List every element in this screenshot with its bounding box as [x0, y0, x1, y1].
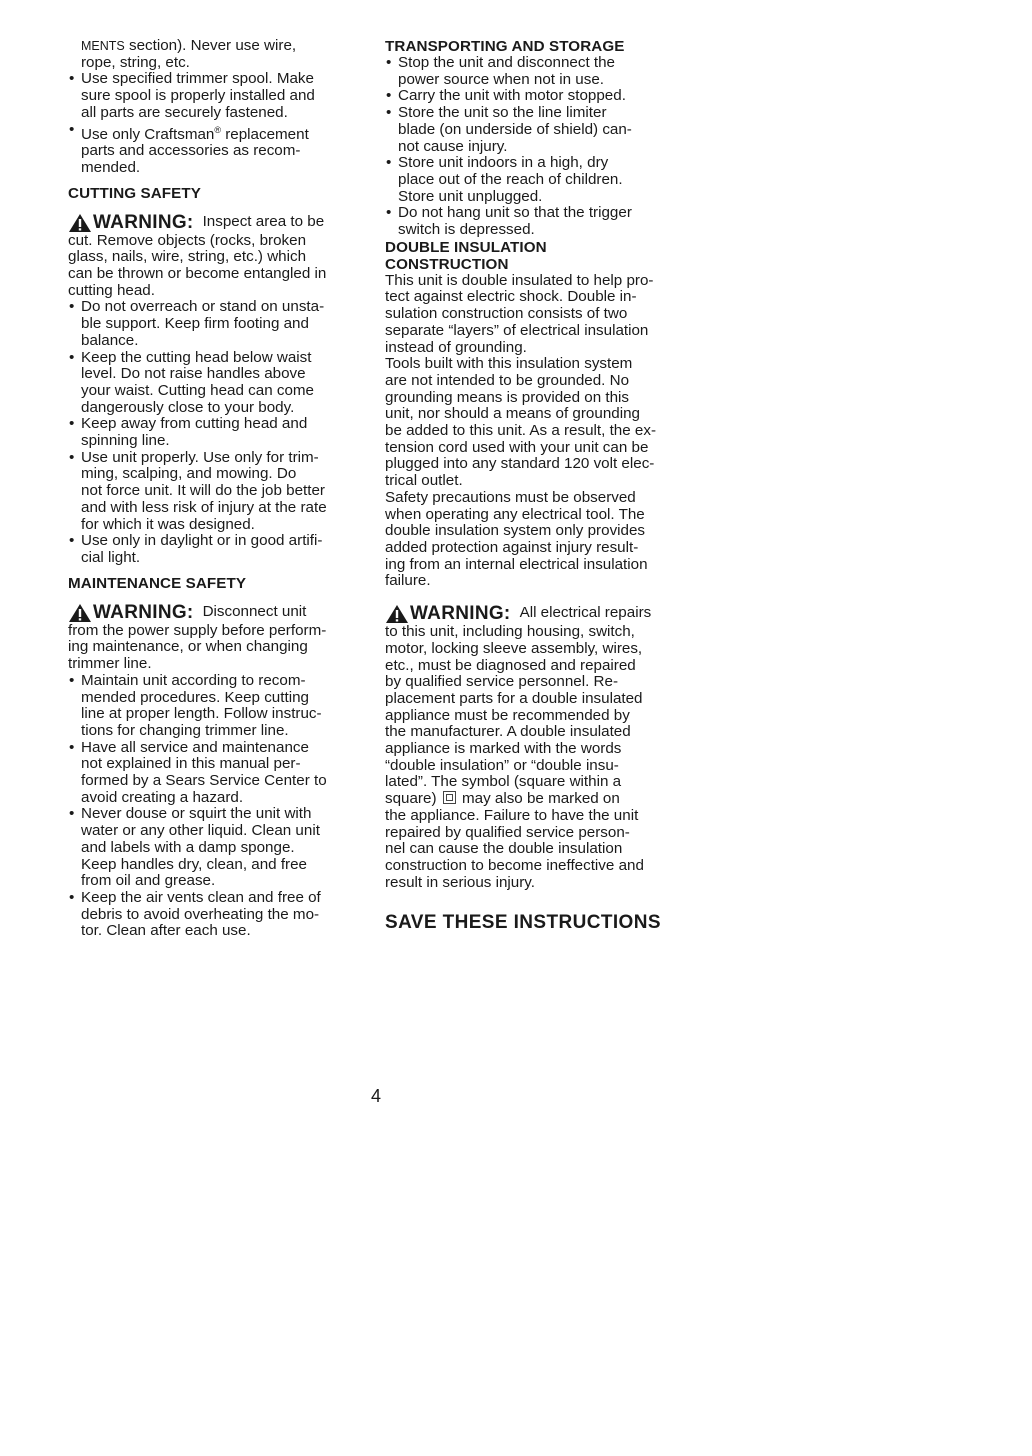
- text-line: by qualified service personnel. Re-: [385, 673, 618, 691]
- text-line: This unit is double insulated to help pro-: [385, 271, 654, 289]
- text-line: dangerously close to your body.: [81, 398, 295, 416]
- text-line: tect against electric shock. Double in-: [385, 288, 637, 306]
- text-line: to this unit, including housing, switch,: [385, 623, 635, 641]
- text-line: failure.: [385, 572, 431, 590]
- text-line: placement parts for a double insulated: [385, 689, 643, 707]
- text-line: • Maintain unit according to recom-: [68, 673, 354, 690]
- text-line: result in serious injury.: [385, 873, 535, 891]
- warning-triangle-icon: [385, 604, 409, 624]
- text-line: motor, locking sleeve assembly, wires,: [385, 639, 643, 657]
- list-item: [385, 205, 675, 238]
- list-item: [68, 533, 354, 566]
- text-line: • Use unit properly. Use only for trim-: [68, 450, 354, 467]
- cutting-warning: WARNING: Inspect area to be cut. Remove objects (rocks, broken glass, nails, wire, string, etc.) which can be thrown or become entangled in cutting head.: [68, 211, 354, 300]
- text-line: switch is depressed.: [398, 221, 535, 239]
- text-line: sure spool is properly installed and: [81, 87, 315, 105]
- text-line: level. Do not raise handles above: [81, 365, 306, 383]
- text-line: cutting head.: [68, 281, 155, 299]
- text-line: appliance must be recommended by: [385, 706, 630, 724]
- list-item: [68, 740, 354, 807]
- text-line: Safety precautions must be observed: [385, 488, 636, 506]
- text-line: power source when not in use.: [398, 70, 604, 88]
- maintenance-safety-heading: MAINTENANCE SAFETY: [68, 574, 247, 592]
- text-line: from the power supply before perform-: [68, 621, 327, 639]
- text-line: can be thrown or become entangled in: [68, 265, 327, 283]
- text-line: double insulation system only provides: [385, 522, 646, 540]
- text-line: from oil and grease.: [81, 872, 216, 890]
- text-line: tions for changing trimmer line.: [81, 721, 289, 739]
- list-item: [68, 890, 354, 940]
- text-line: Store unit unplugged.: [398, 187, 543, 205]
- text-line: Keep handles dry, clean, and free: [81, 855, 307, 873]
- text-line: all parts are securely fastened.: [81, 103, 288, 121]
- text-line: cial light.: [81, 548, 141, 566]
- text-line: glass, nails, wire, string, etc.) which: [68, 248, 307, 266]
- text-line: when operating any electrical tool. The: [385, 505, 645, 523]
- warning-triangle-icon: [68, 603, 92, 623]
- text-line: square) may also be marked on: [385, 790, 620, 808]
- warning-label: WARNING:: [93, 211, 194, 233]
- text-line: not explained in this manual per-: [81, 755, 301, 773]
- text-line: lated”. The symbol (square within a: [385, 773, 622, 791]
- double-insulation-heading: DOUBLE INSULATION: [385, 238, 547, 256]
- text-line: mended.: [81, 158, 141, 176]
- text-line: avoid creating a hazard.: [81, 788, 244, 806]
- list-item: [68, 122, 354, 177]
- transport-bullet-list: [385, 55, 675, 239]
- text-line: trimmer line.: [68, 655, 152, 673]
- text-line: • Never douse or squirt the unit with: [68, 806, 354, 823]
- save-instructions-heading: SAVE THESE INSTRUCTIONS: [385, 912, 661, 934]
- list-item: [385, 105, 675, 155]
- right-column: [385, 38, 675, 934]
- text-line: • Have all service and maintenance: [68, 740, 354, 757]
- text-line: appliance is marked with the words: [385, 740, 622, 758]
- paragraph: [385, 273, 675, 357]
- text-line: not force unit. It will do the job better: [81, 482, 325, 500]
- text-line: • Keep the air vents clean and free of: [68, 890, 354, 907]
- text-line: the appliance. Failure to have the unit: [385, 806, 639, 824]
- text-line: and labels with a damp sponge.: [81, 838, 295, 856]
- text-line: added protection against injury result-: [385, 538, 639, 556]
- list-item: [385, 88, 675, 105]
- text-line: • Carry the unit with motor stopped.: [385, 88, 675, 105]
- page-number: 4: [371, 1086, 382, 1106]
- text-line: sulation construction consists of two: [385, 305, 628, 323]
- text-line: etc., must be diagnosed and repaired: [385, 656, 636, 674]
- text-line: • Do not overreach or stand on unsta-: [68, 299, 354, 316]
- electrical-warning: WARNING: All electrical repairs to this unit, including housing, switch, motor, locking sleeve assembly, wires, etc., must be diagnosed and repaired by qualified service personnel. Re- placement parts for a double insulated appliance must be recommended by the manufacturer. A double insulated appliance is marked with the words “double insulation” or “double insu- lated”. The symbol (square within a square) may also be marked on the appliance. Failure to have the unit repaired by qualified service person- nel can cause the double insulation construction to become ineffective and result in serious injury.: [385, 602, 675, 891]
- text-line: • Store the unit so the line limiter: [385, 105, 675, 122]
- transporting-storage-heading: TRANSPORTING AND STORAGE: [385, 38, 625, 55]
- warning-label: WARNING:: [93, 601, 194, 623]
- intro-line-1: MENTS section). Never use wire,: [81, 37, 297, 54]
- text-line: the manufacturer. A double insulated: [385, 723, 631, 741]
- text-line: are not intended to be grounded. No: [385, 371, 630, 389]
- list-item: [68, 673, 354, 740]
- text-line: nel can cause the double insulation: [385, 840, 623, 858]
- text-line: • Use only in daylight or in good artifi-: [68, 533, 354, 550]
- paragraph: [385, 490, 675, 590]
- list-item: [68, 350, 354, 417]
- text-line: • Keep away from cutting head and: [68, 416, 354, 433]
- left-column: [68, 38, 354, 940]
- text-line: tension cord used with your unit can be: [385, 438, 649, 456]
- text-line: balance.: [81, 331, 139, 349]
- bullet-list-top: [68, 71, 354, 176]
- list-item: [385, 155, 675, 205]
- text-line: place out of the reach of children.: [398, 170, 623, 188]
- list-item: [68, 450, 354, 534]
- text-line: for which it was designed.: [81, 515, 255, 533]
- warning-triangle-icon: [68, 213, 92, 233]
- text-line: formed by a Sears Service Center to: [81, 772, 327, 790]
- text-line: plugged into any standard 120 volt elec-: [385, 455, 655, 473]
- maintenance-warning: WARNING: Disconnect unit from the power supply before perform- ing maintenance, or when changing trimmer line.: [68, 601, 354, 673]
- text-line: your waist. Cutting head can come: [81, 381, 314, 399]
- text-line: repaired by qualified service person-: [385, 823, 630, 841]
- text-line: Tools built with this insulation system: [385, 355, 633, 373]
- text-line: • Store unit indoors in a high, dry: [385, 155, 675, 172]
- text-line: blade (on underside of shield) can-: [398, 120, 632, 138]
- text-line: • Use only Craftsman® replacement: [68, 122, 354, 144]
- text-line: ing maintenance, or when changing: [68, 638, 308, 656]
- text-line: ble support. Keep firm footing and: [81, 315, 309, 333]
- text-line: instead of grounding.: [385, 338, 527, 356]
- warning-label: WARNING:: [410, 603, 511, 625]
- text-line: be added to this unit. As a result, the ex-: [385, 422, 657, 440]
- registered-mark: ®: [214, 124, 221, 135]
- maintenance-bullet-list: [68, 673, 354, 940]
- text-line: trical outlet.: [385, 472, 463, 490]
- text-line: not cause injury.: [398, 137, 508, 155]
- text-line: tor. Clean after each use.: [81, 922, 251, 940]
- cutting-bullet-list: [68, 299, 354, 566]
- text-line: debris to avoid overheating the mo-: [81, 905, 320, 923]
- text-line: construction to become ineffective and: [385, 856, 644, 874]
- list-item: [68, 71, 354, 121]
- list-item: [68, 806, 354, 890]
- text-line: grounding means is provided on this: [385, 388, 629, 406]
- text-line: parts and accessories as recom-: [81, 142, 301, 160]
- intro-line-2: rope, string, etc.: [81, 53, 190, 71]
- text-line: • Do not hang unit so that the trigger: [385, 205, 675, 222]
- text-line: • Keep the cutting head below waist: [68, 350, 354, 367]
- text-line: ming, scalping, and mowing. Do: [81, 465, 297, 483]
- text-line: ing from an internal electrical insulation: [385, 555, 648, 573]
- text-line: mended procedures. Keep cutting: [81, 688, 309, 706]
- paragraph: [385, 356, 675, 490]
- text-line: separate “layers” of electrical insulation: [385, 321, 649, 339]
- double-insulation-heading-2: CONSTRUCTION: [385, 255, 509, 273]
- text-line: “double insulation” or “double insu-: [385, 756, 619, 774]
- list-item: [68, 299, 354, 349]
- text-line: spinning line.: [81, 432, 170, 450]
- text-line: • Stop the unit and disconnect the: [385, 55, 675, 72]
- cutting-safety-heading: CUTTING SAFETY: [68, 184, 202, 202]
- list-item: [68, 416, 354, 449]
- text-line: line at proper length. Follow instruc-: [81, 705, 322, 723]
- text-line: and with less risk of injury at the rate: [81, 498, 327, 516]
- double-square-icon: [443, 791, 456, 804]
- text-line: unit, nor should a means of grounding: [385, 405, 640, 423]
- text-line: water or any other liquid. Clean unit: [81, 822, 320, 840]
- list-item: [385, 55, 675, 88]
- text-line: cut. Remove objects (rocks, broken: [68, 231, 307, 249]
- text-line: • Use specified trimmer spool. Make: [68, 71, 354, 88]
